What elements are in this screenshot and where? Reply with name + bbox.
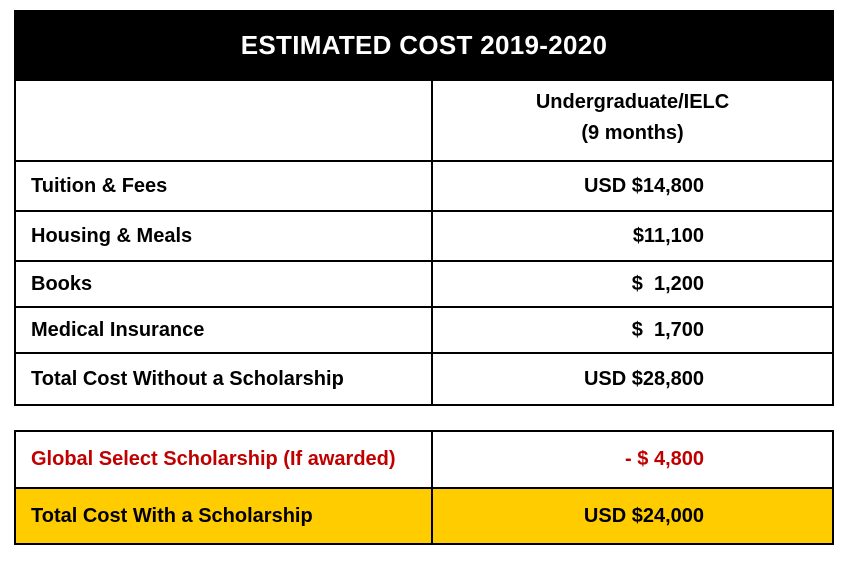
header-row <box>15 80 833 161</box>
row-value-total-without: USD $28,800 <box>432 353 833 405</box>
scholarship-table <box>14 430 834 545</box>
column-header-line1: Undergraduate/IELC <box>535 91 730 113</box>
total-with-scholarship-row <box>15 488 833 544</box>
row-label-medical: Medical Insurance <box>15 307 432 353</box>
table-row <box>15 353 833 405</box>
table-row <box>15 307 833 353</box>
table-row <box>15 211 833 261</box>
row-value-tuition: USD $14,800 <box>432 161 833 211</box>
row-label-housing: Housing & Meals <box>15 211 432 261</box>
title-row <box>15 11 833 80</box>
scholarship-label: Global Select Scholarship (If awarded) <box>15 431 432 488</box>
row-label-total-without: Total Cost Without a Scholarship <box>15 353 432 405</box>
estimated-cost-table <box>14 10 834 406</box>
scholarship-value: - $ 4,800 <box>432 431 833 488</box>
total-with-scholarship-label: Total Cost With a Scholarship <box>15 488 432 544</box>
table-title: ESTIMATED COST 2019-2020 <box>15 11 833 80</box>
row-value-housing: $11,100 <box>432 211 833 261</box>
scholarship-row <box>15 431 833 488</box>
row-label-tuition: Tuition & Fees <box>15 161 432 211</box>
total-with-scholarship-value: USD $24,000 <box>432 488 833 544</box>
column-header <box>432 80 833 161</box>
column-header-line2: (9 months) <box>581 122 684 144</box>
table-row <box>15 261 833 307</box>
row-value-books: $ 1,200 <box>432 261 833 307</box>
header-empty-cell <box>15 80 432 161</box>
row-value-medical: $ 1,700 <box>432 307 833 353</box>
row-label-books: Books <box>15 261 432 307</box>
table-row <box>15 161 833 211</box>
